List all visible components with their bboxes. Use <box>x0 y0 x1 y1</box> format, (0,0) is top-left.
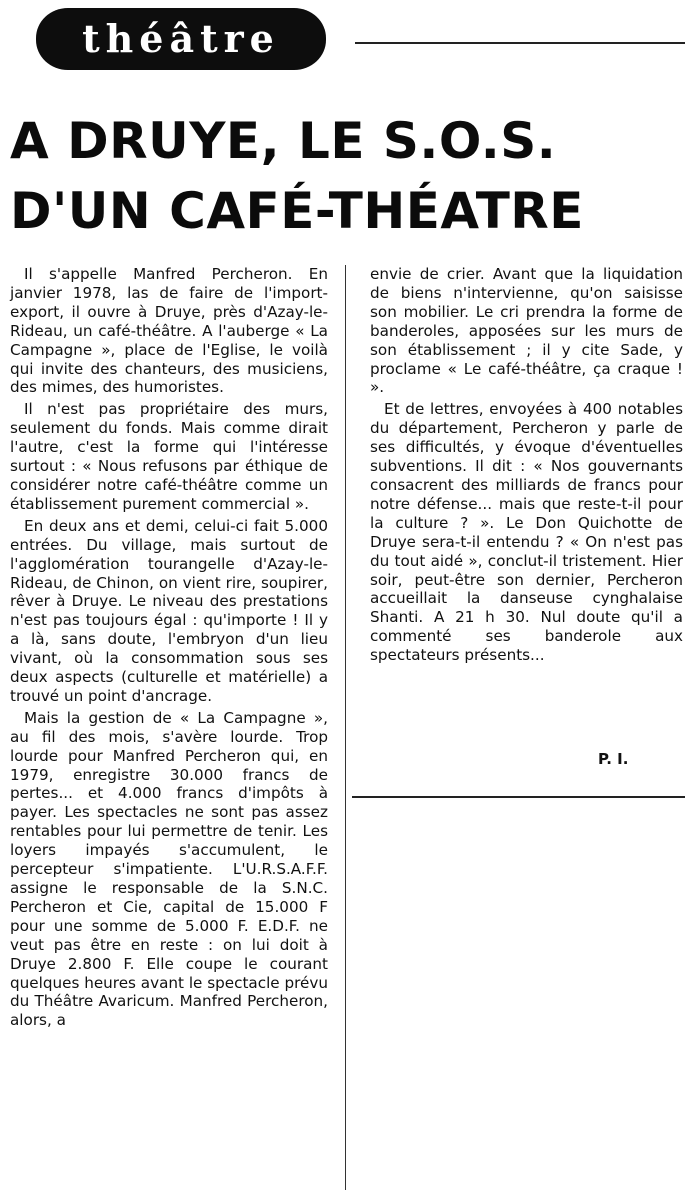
paragraph-continued: envie de crier. Avant que la liquidation de biens n'intervienne, qu'on saisisse son mobilier. Le cri prendra la forme de banderoles, apposées sur les murs de son établissement ; il y cite Sade, y proclame « Le café-théâtre, ça craque ! ». <box>370 265 683 397</box>
article-headline <box>10 106 680 246</box>
author-signature: P. I. <box>598 750 629 768</box>
paragraph: Il s'appelle Manfred Percheron. En janvier 1978, las de faire de l'import-export, il ouvre à Druye, près d'Azay-le-Rideau, un café-théâtre. A l'auberge « La Campagne », place de l'Eglise, le voilà qui invite des chanteurs, des musiciens, des mimes, des humoristes. <box>10 265 328 397</box>
headline-line-1: A DRUYE, LE S.O.S. <box>10 112 557 170</box>
article-column-right <box>370 265 683 668</box>
article-end-rule <box>352 796 685 798</box>
column-divider <box>345 265 346 1190</box>
paragraph: Mais la gestion de « La Campagne », au fil des mois, s'avère lourde. Trop lourde pour Manfred Percheron qui, en 1979, enregistre 30.000 francs de pertes... et 4.000 francs d'impôts à payer. Les spectacles ne sont pas assez rentables pour lui permettre de tenir. Les loyers impayés s'accumulent, le percepteur s'impatiente. L'U.R.S.A.F.F. assigne le responsable de la S.N.C. Percheron et Cie, capital de 15.000 F pour une somme de 5.000 F. E.D.F. ne veut pas être en reste : on lui doit à Druye 2.800 F. Elle coupe le courant quelques heures avant le spectacle prévu du Théâtre Avaricum. Manfred Percheron, alors, a <box>10 708 328 1030</box>
paragraph: En deux ans et demi, celui-ci fait 5.000 entrées. Du village, mais surtout de l'agglomération tourangelle d'Azay-le-Rideau, de Chinon, on vient rire, soupirer, rêver à Druye. Le niveau des prestations n'est pas toujours égal : qu'importe ! Il y a là, sans doute, l'embryon d'un lieu vivant, où la consommation sous ses deux aspects (culturelle et matérielle) a trouvé un point d'ancrage. <box>10 516 328 705</box>
section-rubric-badge <box>36 8 326 70</box>
section-rubric-label: théâtre <box>82 16 280 61</box>
paragraph: Il n'est pas propriétaire des murs, seulement du fonds. Mais comme dirait l'autre, c'est la forme qui l'intéresse surtout : « Nous refusons par éthique de considérer notre café-théâtre comme un établissement purement commercial ». <box>10 400 328 513</box>
headline-line-2: D'UN CAFÉ-THÉATRE <box>10 182 584 240</box>
article-column-left <box>10 265 328 1033</box>
paragraph: Et de lettres, envoyées à 400 notables du département, Percheron y parle de ses difficultés, y évoque d'éventuelles subventions. Il dit : « Nos gouvernants consacrent des milliards de francs pour notre défense... mais que reste-t-il pour la culture ? ». Le Don Quichotte de Druye sera-t-il entendu ? « On n'est pas du tout aidé », conclut-il tristement. Hier soir, peut-être son dernier, Percheron accueillait la danseuse cynghalaise Shanti. A 21 h 30. Nul doute qu'il a commenté ses banderole aux spectateurs présents... <box>370 400 683 665</box>
header-rule <box>355 42 685 44</box>
